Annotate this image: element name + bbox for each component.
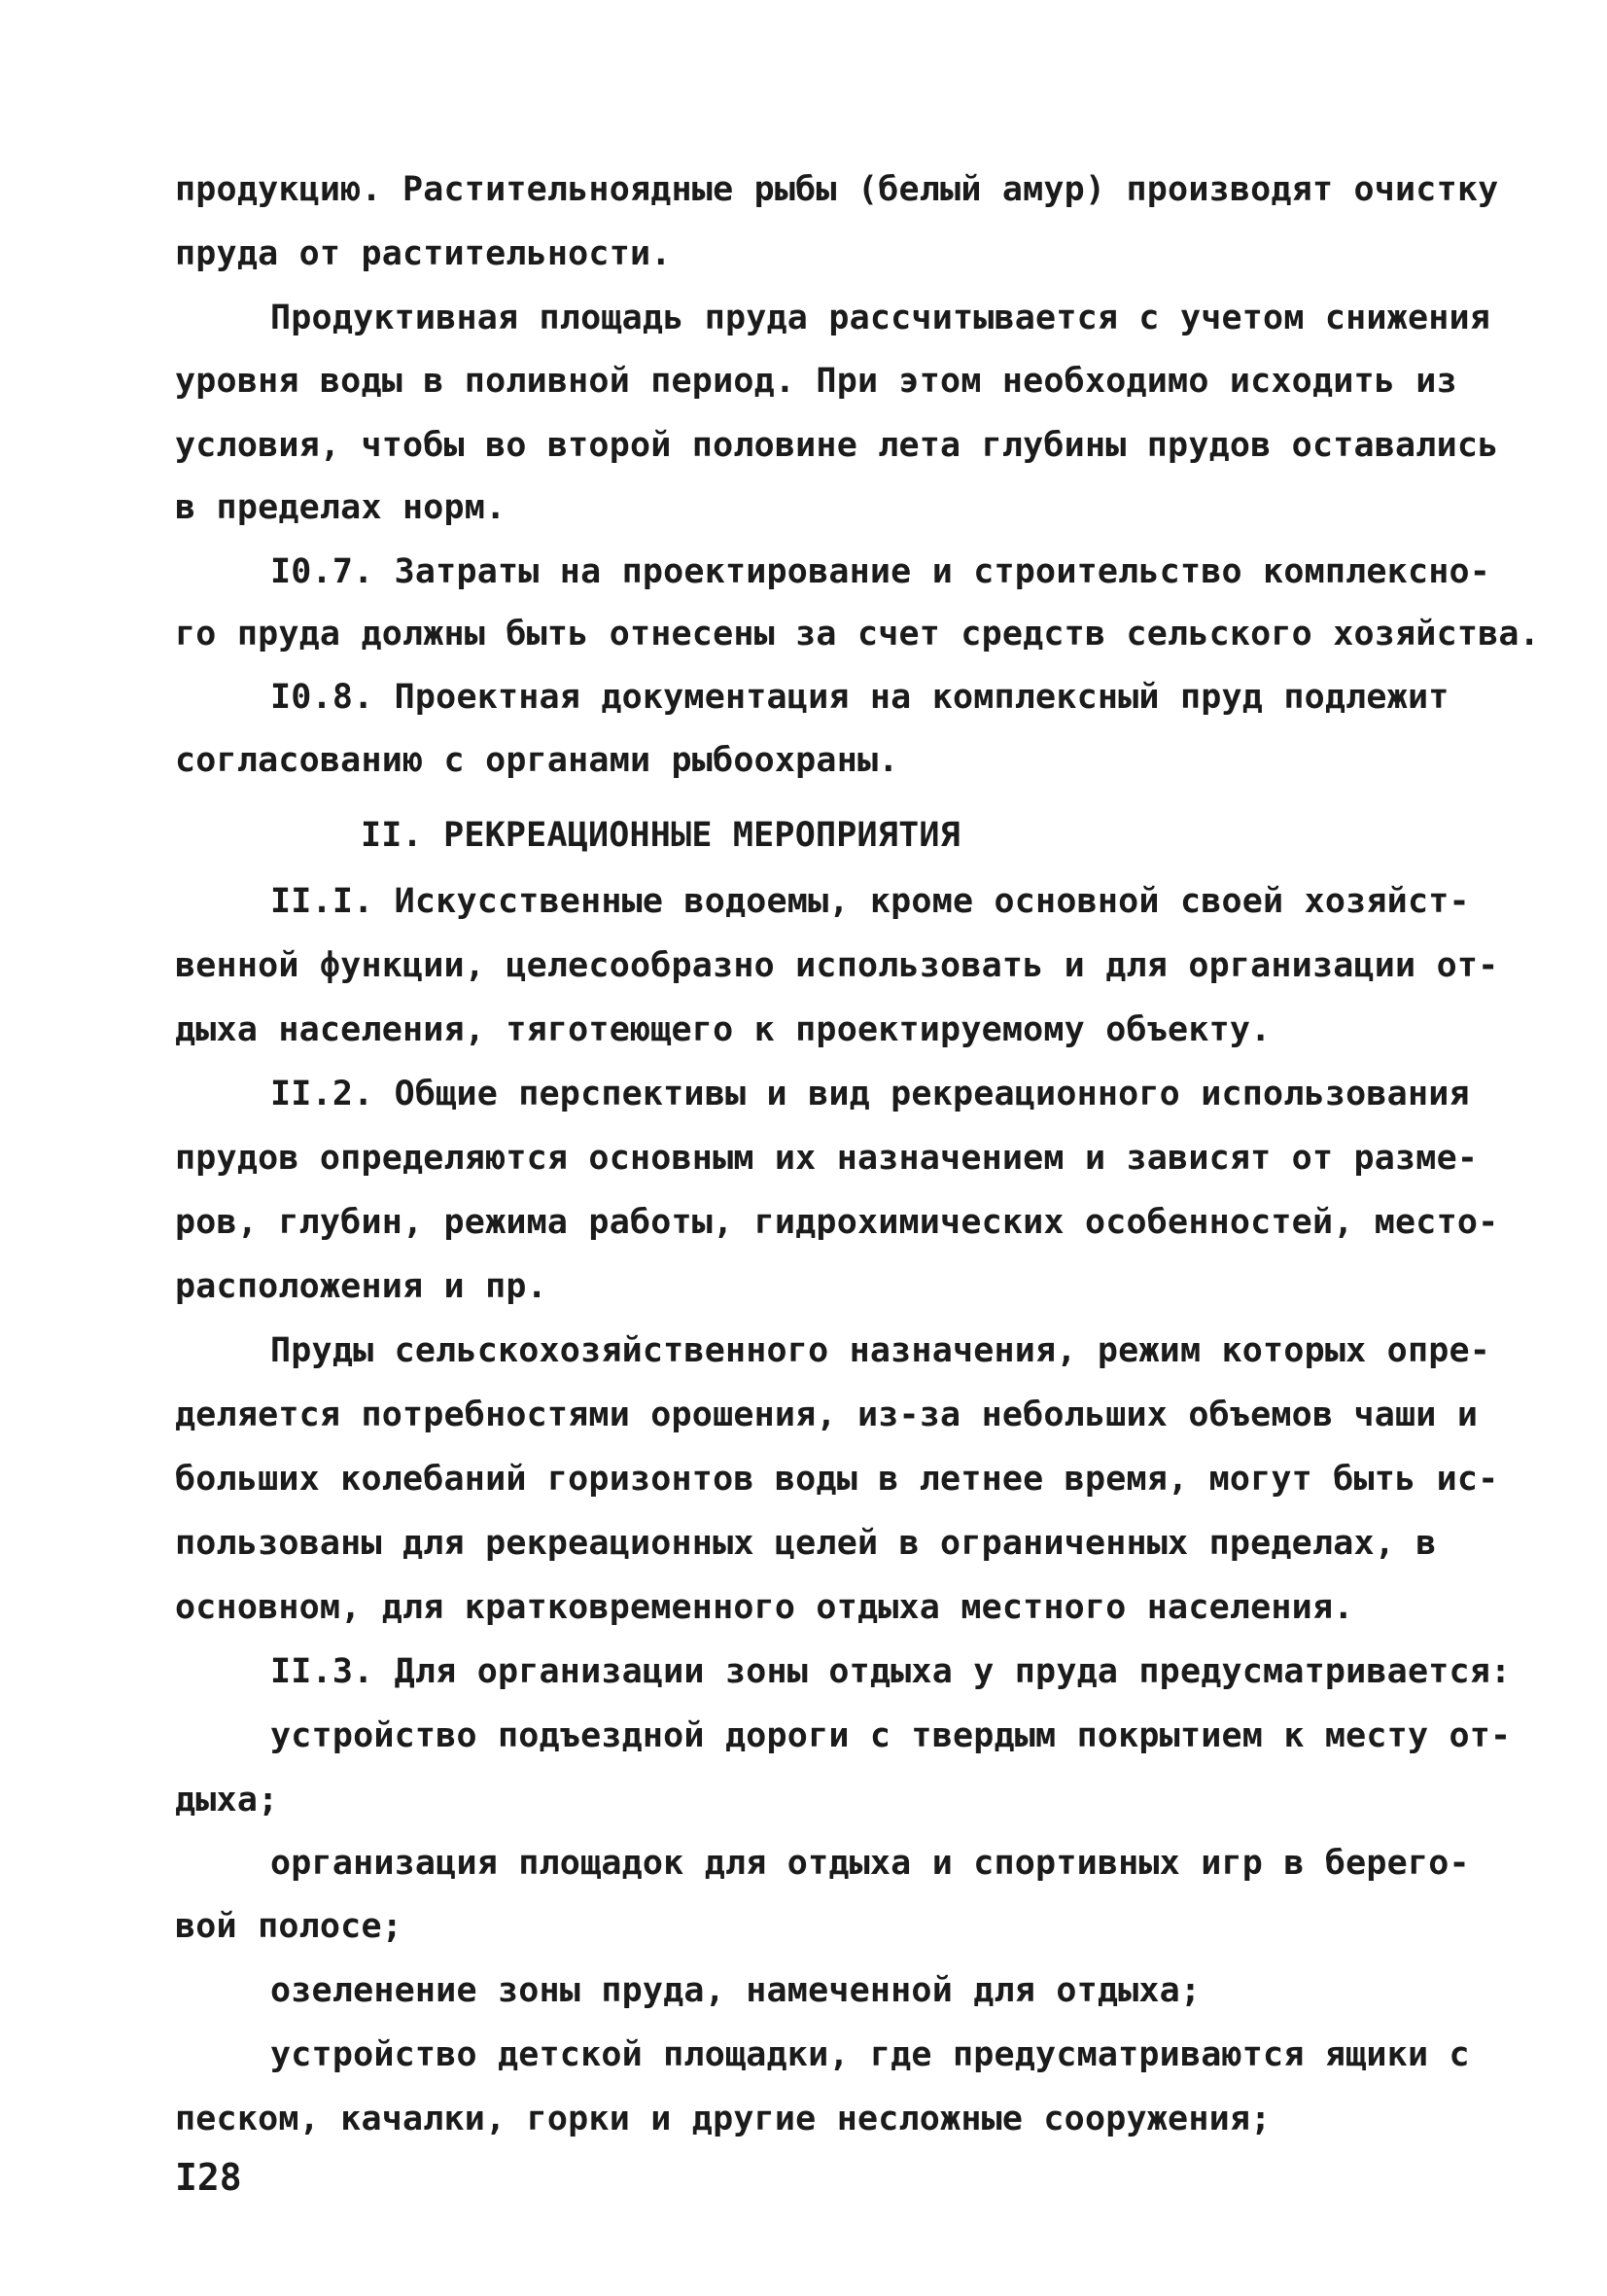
- text-line: больших колебаний горизонтов воды в летнее время, могут быть ис-: [175, 1460, 1499, 1499]
- text-line: ров, глубин, режима работы, гидрохимических особенностей, место-: [175, 1203, 1499, 1242]
- text-line: деляется потребностями орошения, из-за небольших объемов чаши и: [175, 1395, 1479, 1434]
- text-line: пользованы для рекреационных целей в ограниченных пределах, в: [175, 1524, 1437, 1563]
- text-line: устройство детской площадки, где предусматриваются ящики с: [270, 2035, 1470, 2074]
- text-line: согласованию с органами рыбоохраны.: [175, 741, 899, 780]
- text-line: организация площадок для отдыха и спортивных игр в берего-: [270, 1844, 1470, 1883]
- text-line: продукцию. Растительноядные рыбы (белый амур) производят очистку: [175, 170, 1499, 209]
- text-line: дыха;: [175, 1781, 279, 1819]
- text-line: I0.7. Затраты на проектирование и строительство комплексно-: [270, 552, 1491, 591]
- text-line: венной функции, целесообразно использовать и для организации от-: [175, 946, 1499, 985]
- page-number: I28: [175, 2156, 242, 2199]
- text-line: озеленение зоны пруда, намеченной для отдыха;: [270, 1971, 1202, 2010]
- text-line: песком, качалки, горки и другие несложные сооружения;: [175, 2100, 1272, 2138]
- text-line: уровня воды в поливной период. При этом необходимо исходить из: [175, 362, 1457, 401]
- text-line: в пределах норм.: [175, 488, 507, 527]
- text-line: прудов определяются основным их назначением и зависят от разме-: [175, 1139, 1479, 1178]
- text-line: расположения и пр.: [175, 1267, 547, 1306]
- text-line: пруда от растительности.: [175, 234, 672, 273]
- text-line: II.3. Для организации зоны отдыха у пруда предусматривается:: [270, 1652, 1512, 1691]
- text-line: го пруда должны быть отнесены за счет средств сельского хозяйства.: [175, 615, 1540, 653]
- section-heading: II. РЕКРЕАЦИОННЫЕ МЕРОПРИЯТИЯ: [361, 816, 961, 855]
- text-line: условия, чтобы во второй половине лета глубины прудов оставались: [175, 426, 1499, 465]
- text-line: дыха населения, тяготеющего к проектируемому объекту.: [175, 1010, 1272, 1049]
- text-line: II.I. Искусственные водоемы, кроме основной своей хозяйст-: [270, 882, 1470, 921]
- text-line: устройство подъездной дороги с твердым покрытием к месту от-: [270, 1716, 1512, 1755]
- text-line: вой полосе;: [175, 1907, 402, 1946]
- text-line: Пруды сельскохозяйственного назначения, режим которых опре-: [270, 1331, 1491, 1370]
- text-line: II.2. Общие перспективы и вид рекреационного использования: [270, 1075, 1470, 1113]
- text-line: I0.8. Проектная документация на комплексный пруд подлежит: [270, 678, 1450, 717]
- text-line: Продуктивная площадь пруда рассчитывается с учетом снижения: [270, 299, 1491, 337]
- text-line: основном, для кратковременного отдыха местного населения.: [175, 1588, 1354, 1627]
